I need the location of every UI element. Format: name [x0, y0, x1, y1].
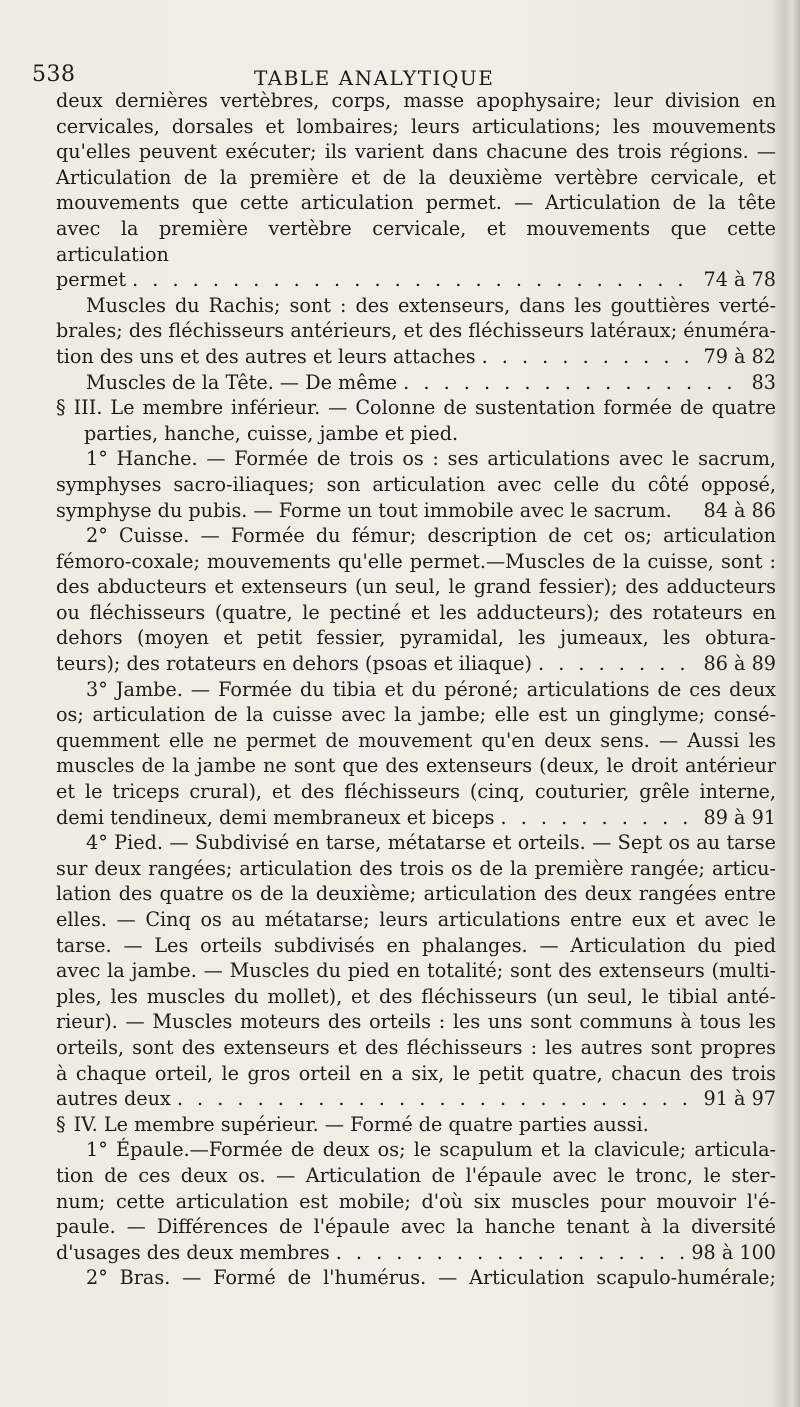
page-reference: 89 à 91 [703, 805, 776, 829]
text-line: 3° Jambe. — Formée du tibia et du péroné; articulations de ces deux [86, 677, 776, 701]
page-reference: 86 à 89 [703, 652, 776, 676]
entry-last-line [56, 267, 776, 293]
section-membre-superieur [56, 1112, 776, 1138]
text-line: lation des quatre os de la deuxième; articulation des deux rangées entre [56, 882, 776, 906]
text-line: os; articulation de la cuisse avec la jambe; elle est un ginglyme; consé- [56, 703, 776, 727]
section-membre-inferieur [56, 395, 776, 446]
text-line: muscles de la jambe ne sont que des extenseurs (deux, le droit antérieur [56, 754, 776, 778]
entry-last-line [56, 805, 776, 831]
running-title: TABLE ANALYTIQUE [254, 66, 495, 90]
text-line: deux dernières vertèbres, corps, masse apophysaire; leur division en [56, 89, 776, 112]
text-line: rieur). — Muscles moteurs des orteils : les uns sont communs à tous les [56, 1010, 776, 1034]
entry-muscles-rachis [56, 293, 776, 370]
dot-leader [177, 1086, 698, 1112]
text-line: 1° Hanche. — Formée de trois os : ses articulations avec le sacrum, [86, 447, 776, 471]
table-body [56, 88, 776, 1291]
text-line: des abducteurs et extenseurs (un seul, le grand fessier); des adducteurs [56, 575, 776, 599]
text-line: cervicales, dorsales et lombaires; leurs articulations; les mouvements [56, 114, 776, 138]
page-reference: 91 à 97 [703, 1087, 776, 1111]
text-line: Articulation de la première et de la deuxième vertèbre cervicale, et [56, 165, 776, 189]
entry-cuisse [56, 523, 776, 677]
text-line: ou fléchisseurs (quatre, le pectiné et les adducteurs); des rotateurs en [56, 600, 776, 624]
entry-muscles-tete [56, 370, 776, 396]
entry-vertebrae [56, 88, 776, 293]
entry-pied [56, 830, 776, 1112]
text-line: dehors (moyen et petit fessier, pyramidal, les jumeaux, les obtura- [56, 626, 776, 650]
entry-jambe [56, 677, 776, 831]
text-line: Muscles de la Tête. — De même [86, 370, 398, 394]
text-line: quemment elle ne permet de mouvement qu'en deux sens. — Aussi les [56, 728, 776, 752]
text-line: 1° Épaule.—Formée de deux os; le scapulum et la clavicule; articula- [86, 1138, 776, 1162]
text-line: parties, hanche, cuisse, jambe et pied. [84, 421, 459, 445]
text-line: et le triceps crural), et des fléchisseurs (cinq, couturier, grêle interne, [56, 780, 776, 804]
entry-last-line [56, 1240, 776, 1266]
entry-bras [56, 1265, 776, 1291]
page-reference: 74 à 78 [703, 268, 776, 292]
dot-leader [403, 370, 745, 396]
page-number: 538 [32, 62, 76, 87]
dot-leader [538, 651, 698, 677]
page-reference: 83 [751, 370, 776, 394]
text-line: symphyse du pubis. — Forme un tout immobile avec le sacrum. [56, 498, 672, 522]
entry-last-line [56, 498, 776, 524]
text-line: symphyses sacro-iliaques; son articulation avec celle du côté opposé, [56, 472, 776, 496]
text-line: Muscles du Rachis; sont : des extenseurs, dans les gouttières verté- [86, 293, 776, 317]
page-reference: 84 à 86 [703, 498, 776, 522]
dot-leader [132, 267, 697, 293]
section-sign: § [56, 1112, 66, 1136]
text-line: brales; des fléchisseurs antérieurs, et des fléchisseurs latéraux; énuméra- [56, 319, 776, 343]
text-line: 2° Bras. — Formé de l'humérus. — Articulation scapulo-humérale; [86, 1266, 776, 1290]
dot-leader [501, 805, 698, 831]
text-line: paule. — Différences de l'épaule avec la hanche tenant à la diversité [56, 1215, 776, 1239]
page-reference: 98 à 100 [691, 1240, 776, 1264]
dot-leader [482, 344, 698, 370]
text-line: elles. — Cinq os au métatarse; leurs articulations entre eux et avec le [56, 908, 776, 931]
text-line: d'usages des deux membres [56, 1240, 330, 1264]
text-line: tion des uns et des autres et leurs attaches [56, 344, 476, 368]
text-line: ples, les muscles du mollet), et des fléchisseurs (un seul, le tibial anté- [56, 984, 776, 1008]
entry-last-line [56, 370, 776, 396]
entry-epaule [56, 1137, 776, 1265]
section-heading-line [56, 1112, 776, 1138]
entry-hanche [56, 446, 776, 523]
entry-last-line [56, 1086, 776, 1112]
section-heading-line [56, 395, 776, 421]
text-line: teurs); des rotateurs en dehors (psoas et iliaque) [56, 652, 533, 676]
text-line: 2° Cuisse. — Formée du fémur; description de cet os; articulation [86, 524, 776, 548]
page-reference: 79 à 82 [703, 344, 776, 368]
text-line: tarse. — Les orteils subdivisés en phalanges. — Articulation du pied [56, 933, 776, 957]
text-line: 4° Pied. — Subdivisé en tarse, métatarse et orteils. — Sept os au tarse [86, 831, 776, 855]
text-line: demi tendineux, demi membraneux et biceps [56, 805, 495, 829]
text-line: num; cette articulation est mobile; d'où six muscles pour mouvoir l'é- [56, 1189, 776, 1213]
text-line: IV. Le membre supérieur. — Formé de quatre parties aussi. [73, 1112, 649, 1136]
text-line: qu'elles peuvent exécuter; ils varient dans chacune des trois régions. — [56, 140, 776, 164]
text-line: avec la première vertèbre cervicale, et mouvements que cette articulation [56, 216, 776, 266]
text-line: à chaque orteil, le gros orteil en a six, le petit quatre, chacun des trois [56, 1061, 776, 1085]
text-line: mouvements que cette articulation permet. — Articulation de la tête [56, 191, 776, 215]
entry-last-line [56, 344, 776, 370]
dot-leader [336, 1240, 686, 1266]
text-line: sur deux rangées; articulation des trois os de la première rangée; articu- [56, 856, 776, 880]
text-line: tion de ces deux os. — Articulation de l'épaule avec le tronc, le ster- [56, 1163, 776, 1187]
text-line: permet [56, 268, 127, 292]
text-line: orteils, sont des extenseurs et des fléchisseurs : les autres sont propres [56, 1035, 776, 1059]
page-spine-shadow [772, 0, 800, 1407]
text-line: autres deux [56, 1087, 171, 1111]
entry-last-line [56, 651, 776, 677]
text-line: avec la jambe. — Muscles du pied en totalité; sont des extenseurs (multi- [56, 959, 776, 983]
text-line: fémoro-coxale; mouvements qu'elle permet.—Muscles de la cuisse, sont : [56, 549, 776, 573]
section-sign: § [56, 396, 66, 420]
text-line: III. Le membre inférieur. — Colonne de sustentation formée de quatre [73, 396, 776, 420]
